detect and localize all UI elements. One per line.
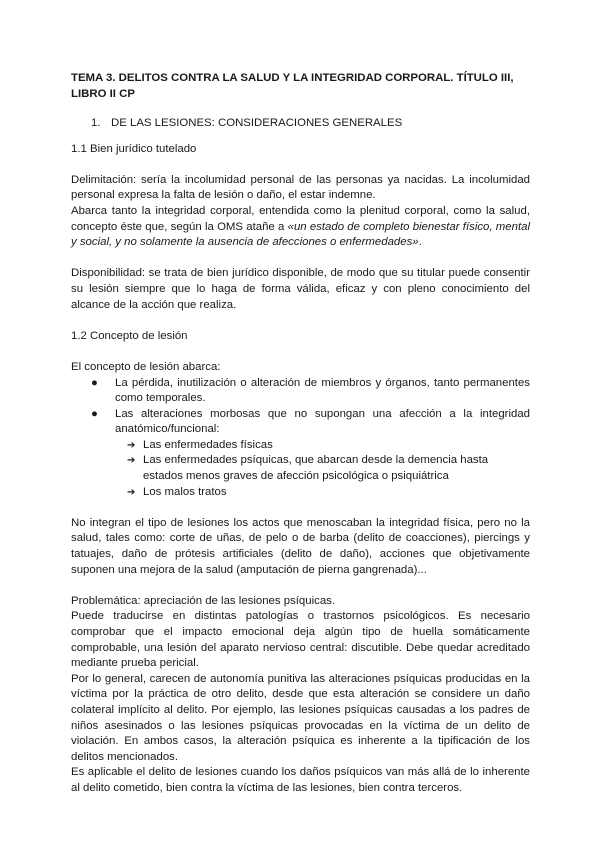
arrow-right-icon: ➔: [127, 439, 136, 451]
list-item: [71, 485, 530, 501]
section-heading: [71, 116, 530, 132]
list-item-text: Las enfermedades físicas: [143, 438, 273, 451]
arrow-right-icon: ➔: [127, 486, 136, 498]
paragraph-concepto: El concepto de lesión abarca:: [71, 360, 221, 373]
paragraph-aplicable: Es aplicable el delito de lesiones cuando los daños psíquicos van más allá de lo inherente al delito cometido, bien contra la víctima de las lesiones, bien contra terceros.: [71, 766, 530, 794]
abarca-end: .: [418, 236, 422, 249]
paragraph-problematica: Problemática: apreciación de las lesiones psíquicas.: [71, 594, 336, 607]
bullet-icon: ●: [91, 376, 98, 389]
subheading-bien-juridico: 1.1 Bien jurídico tutelado: [71, 142, 197, 155]
list-item: [71, 407, 530, 438]
paragraph-no-integran: No integran el tipo de lesiones los actos que menoscaban la integridad física, pero no la salud, tales como: corte de uñas, de pelo o de barba (delito de coacciones), piercings y tatuajes, daño de prótesis artificiales (delito de daño), acciones que objetivamente suponen una mejora de la salud (amputación de pierna gangrenada)...: [71, 516, 530, 576]
document-title: TEMA 3. DELITOS CONTRA LA SALUD Y LA INTEGRIDAD CORPORAL. TÍTULO III, LIBRO II CP: [71, 72, 514, 100]
paragraph-disponibilidad: Disponibilidad: se trata de bien jurídico disponible, de modo que su titular puede consentir su lesión siempre que lo haga de forma válida, eficaz y con pleno conocimiento del alcance de la acción que realiza.: [71, 267, 530, 311]
abarca-text: Abarca tanto la integridad corporal, entendida como la plenitud corporal, como la salud, concepto éste que, según la OMS atañe a: [71, 204, 530, 233]
arrow-list: [71, 438, 530, 500]
section-number: 1.: [91, 117, 101, 129]
bullet-list: [71, 376, 530, 438]
list-item-text: Las alteraciones morbosas que no supongan una afección a la integridad anatómico/funcional:: [115, 407, 530, 436]
document-content: [71, 70, 530, 797]
paragraph-abarca: [71, 204, 530, 251]
list-item: [71, 453, 530, 484]
list-item: [71, 376, 530, 407]
bullet-icon: ●: [91, 407, 98, 420]
oms-quote: «un estado de completo bienestar físico, mental y social, y no solamente la ausencia de afecciones o enfermedades»: [71, 220, 530, 249]
list-item: [71, 438, 530, 454]
subheading-concepto-lesion: 1.2 Concepto de lesión: [71, 329, 188, 342]
paragraph-delimitacion: Delimitación: sería la incolumidad personal de las personas ya nacidas. La incolumidad personal expresa la falta de lesión o daño, el estar indemne.: [71, 173, 530, 202]
arrow-right-icon: ➔: [127, 455, 136, 467]
paragraph-puede: Puede traducirse en distintas patologías o trastornos psicológicos. Es necesario comprobar que el impacto emocional deja algún tipo de huella somáticamente comprobable, una lesión del aparato nervioso central: discutible. Debe quedar acreditado mediante prueba pericial.: [71, 610, 530, 670]
section-heading-text: DE LAS LESIONES: CONSIDERACIONES GENERALES: [111, 117, 403, 129]
paragraph-por-lo-general: Por lo general, carecen de autonomía punitiva las alteraciones psíquicas producidas en la víctima por la práctica de otro delito, desde que esta alteración se considere un daño colateral implícito al delito. Por ejemplo, las lesiones psíquicas causadas a los padres de niños asesinados o las lesiones psíquicas provocadas en la víctima de un delito de violación. En ambos casos, la alteración psíquica es inherente a la tipificación de los delitos mencionados.: [71, 672, 530, 763]
list-item-text: Los malos tratos: [143, 485, 227, 498]
list-item-text: Las enfermedades psíquicas, que abarcan desde la demencia hasta estados menos graves de afección psicológica o psiquiátrica: [143, 454, 489, 483]
list-item-text: La pérdida, inutilización o alteración de miembros y órganos, tanto permanentes como temporales.: [115, 376, 530, 405]
